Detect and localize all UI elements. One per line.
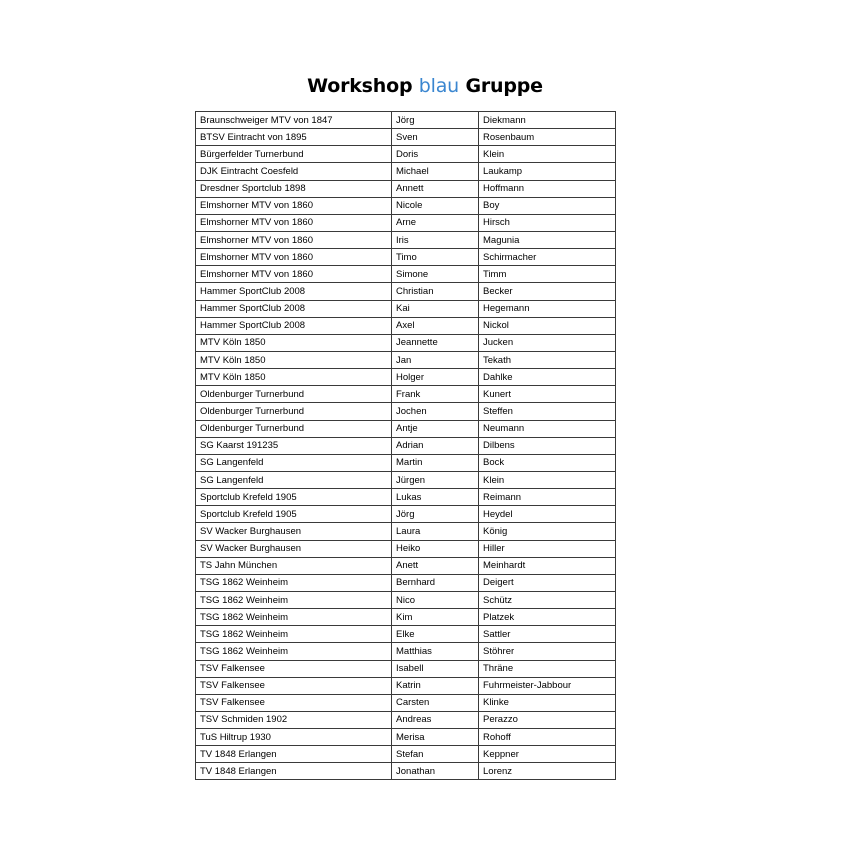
first-name-cell: Doris: [392, 146, 479, 163]
club-cell: TSG 1862 Weinheim: [196, 591, 392, 608]
last-name-cell: Diekmann: [479, 112, 616, 129]
first-name-cell: Anett: [392, 557, 479, 574]
first-name-cell: Kim: [392, 609, 479, 626]
last-name-cell: Hiller: [479, 540, 616, 557]
club-cell: Braunschweiger MTV von 1847: [196, 112, 392, 129]
table-row: [196, 540, 616, 557]
club-cell: TSV Schmiden 1902: [196, 711, 392, 728]
first-name-cell: Nico: [392, 591, 479, 608]
club-cell: Elmshorner MTV von 1860: [196, 231, 392, 248]
club-cell: BTSV Eintracht von 1895: [196, 129, 392, 146]
last-name-cell: Timm: [479, 266, 616, 283]
table-row: [196, 386, 616, 403]
first-name-cell: Iris: [392, 231, 479, 248]
last-name-cell: Kunert: [479, 386, 616, 403]
club-cell: Bürgerfelder Turnerbund: [196, 146, 392, 163]
first-name-cell: Jonathan: [392, 763, 479, 780]
first-name-cell: Heiko: [392, 540, 479, 557]
table-row: [196, 626, 616, 643]
first-name-cell: Lukas: [392, 489, 479, 506]
club-cell: Sportclub Krefeld 1905: [196, 506, 392, 523]
club-cell: MTV Köln 1850: [196, 369, 392, 386]
first-name-cell: Jörg: [392, 506, 479, 523]
last-name-cell: Becker: [479, 283, 616, 300]
first-name-cell: Laura: [392, 523, 479, 540]
first-name-cell: Bernhard: [392, 574, 479, 591]
last-name-cell: Boy: [479, 197, 616, 214]
table-row: [196, 746, 616, 763]
first-name-cell: Carsten: [392, 694, 479, 711]
last-name-cell: Bock: [479, 454, 616, 471]
first-name-cell: Holger: [392, 369, 479, 386]
last-name-cell: Rohoff: [479, 729, 616, 746]
table-row: [196, 351, 616, 368]
club-cell: TSG 1862 Weinheim: [196, 609, 392, 626]
club-cell: TuS Hiltrup 1930: [196, 729, 392, 746]
first-name-cell: Frank: [392, 386, 479, 403]
club-cell: Elmshorner MTV von 1860: [196, 197, 392, 214]
table-row: [196, 729, 616, 746]
first-name-cell: Jörg: [392, 112, 479, 129]
first-name-cell: Stefan: [392, 746, 479, 763]
first-name-cell: Andreas: [392, 711, 479, 728]
club-cell: DJK Eintracht Coesfeld: [196, 163, 392, 180]
title-suffix: Gruppe: [465, 75, 543, 97]
last-name-cell: Perazzo: [479, 711, 616, 728]
club-cell: TV 1848 Erlangen: [196, 763, 392, 780]
page-title: [0, 73, 850, 99]
table-row: [196, 591, 616, 608]
club-cell: TS Jahn München: [196, 557, 392, 574]
table-row: [196, 660, 616, 677]
last-name-cell: Rosenbaum: [479, 129, 616, 146]
first-name-cell: Simone: [392, 266, 479, 283]
table-row: [196, 489, 616, 506]
table-row: [196, 231, 616, 248]
club-cell: TSV Falkensee: [196, 660, 392, 677]
last-name-cell: Dilbens: [479, 437, 616, 454]
table-row: [196, 557, 616, 574]
last-name-cell: König: [479, 523, 616, 540]
last-name-cell: Nickol: [479, 317, 616, 334]
club-cell: TSV Falkensee: [196, 694, 392, 711]
table-row: [196, 146, 616, 163]
table-row: [196, 609, 616, 626]
last-name-cell: Fuhrmeister-Jabbour: [479, 677, 616, 694]
club-cell: SG Langenfeld: [196, 454, 392, 471]
club-cell: MTV Köln 1850: [196, 334, 392, 351]
last-name-cell: Klinke: [479, 694, 616, 711]
club-cell: SV Wacker Burghausen: [196, 540, 392, 557]
last-name-cell: Laukamp: [479, 163, 616, 180]
first-name-cell: Christian: [392, 283, 479, 300]
first-name-cell: Isabell: [392, 660, 479, 677]
last-name-cell: Steffen: [479, 403, 616, 420]
first-name-cell: Arne: [392, 214, 479, 231]
table-row: [196, 403, 616, 420]
first-name-cell: Antje: [392, 420, 479, 437]
first-name-cell: Michael: [392, 163, 479, 180]
last-name-cell: Schirmacher: [479, 249, 616, 266]
table-row: [196, 471, 616, 488]
club-cell: Oldenburger Turnerbund: [196, 403, 392, 420]
table-row: [196, 266, 616, 283]
table-row: [196, 317, 616, 334]
first-name-cell: Axel: [392, 317, 479, 334]
last-name-cell: Heydel: [479, 506, 616, 523]
last-name-cell: Platzek: [479, 609, 616, 626]
first-name-cell: Nicole: [392, 197, 479, 214]
title-accent-word: blau: [418, 75, 460, 97]
club-cell: Elmshorner MTV von 1860: [196, 249, 392, 266]
last-name-cell: Schütz: [479, 591, 616, 608]
table-row: [196, 249, 616, 266]
last-name-cell: Hirsch: [479, 214, 616, 231]
last-name-cell: Klein: [479, 471, 616, 488]
club-cell: TSG 1862 Weinheim: [196, 574, 392, 591]
table-row: [196, 334, 616, 351]
club-cell: MTV Köln 1850: [196, 351, 392, 368]
first-name-cell: Adrian: [392, 437, 479, 454]
table-row: [196, 283, 616, 300]
club-cell: Elmshorner MTV von 1860: [196, 214, 392, 231]
first-name-cell: Timo: [392, 249, 479, 266]
last-name-cell: Dahlke: [479, 369, 616, 386]
participant-table: [195, 111, 616, 780]
first-name-cell: Jürgen: [392, 471, 479, 488]
last-name-cell: Neumann: [479, 420, 616, 437]
last-name-cell: Sattler: [479, 626, 616, 643]
last-name-cell: Lorenz: [479, 763, 616, 780]
table-row: [196, 574, 616, 591]
title-prefix: Workshop: [307, 75, 413, 97]
table-row: [196, 437, 616, 454]
last-name-cell: Klein: [479, 146, 616, 163]
table-row: [196, 163, 616, 180]
last-name-cell: Keppner: [479, 746, 616, 763]
first-name-cell: Martin: [392, 454, 479, 471]
table-row: [196, 643, 616, 660]
last-name-cell: Magunia: [479, 231, 616, 248]
last-name-cell: Reimann: [479, 489, 616, 506]
first-name-cell: Jochen: [392, 403, 479, 420]
table-row: [196, 420, 616, 437]
table-row: [196, 197, 616, 214]
last-name-cell: Hegemann: [479, 300, 616, 317]
club-cell: Sportclub Krefeld 1905: [196, 489, 392, 506]
club-cell: Dresdner Sportclub 1898: [196, 180, 392, 197]
first-name-cell: Jan: [392, 351, 479, 368]
table-row: [196, 112, 616, 129]
club-cell: TSG 1862 Weinheim: [196, 626, 392, 643]
club-cell: SG Langenfeld: [196, 471, 392, 488]
club-cell: TV 1848 Erlangen: [196, 746, 392, 763]
table-row: [196, 180, 616, 197]
first-name-cell: Kai: [392, 300, 479, 317]
club-cell: Elmshorner MTV von 1860: [196, 266, 392, 283]
table-row: [196, 369, 616, 386]
table-row: [196, 711, 616, 728]
table-row: [196, 523, 616, 540]
table-row: [196, 763, 616, 780]
club-cell: Hammer SportClub 2008: [196, 300, 392, 317]
club-cell: Hammer SportClub 2008: [196, 283, 392, 300]
club-cell: Oldenburger Turnerbund: [196, 386, 392, 403]
last-name-cell: Thräne: [479, 660, 616, 677]
last-name-cell: Deigert: [479, 574, 616, 591]
first-name-cell: Sven: [392, 129, 479, 146]
club-cell: TSV Falkensee: [196, 677, 392, 694]
club-cell: SG Kaarst 191235: [196, 437, 392, 454]
first-name-cell: Matthias: [392, 643, 479, 660]
table-row: [196, 214, 616, 231]
table-row: [196, 694, 616, 711]
table-row: [196, 677, 616, 694]
club-cell: TSG 1862 Weinheim: [196, 643, 392, 660]
last-name-cell: Hoffmann: [479, 180, 616, 197]
first-name-cell: Jeannette: [392, 334, 479, 351]
club-cell: Oldenburger Turnerbund: [196, 420, 392, 437]
club-cell: Hammer SportClub 2008: [196, 317, 392, 334]
club-cell: SV Wacker Burghausen: [196, 523, 392, 540]
table-row: [196, 454, 616, 471]
last-name-cell: Stöhrer: [479, 643, 616, 660]
table-row: [196, 506, 616, 523]
participant-table-body: [196, 112, 616, 780]
first-name-cell: Katrin: [392, 677, 479, 694]
last-name-cell: Meinhardt: [479, 557, 616, 574]
table-row: [196, 129, 616, 146]
first-name-cell: Elke: [392, 626, 479, 643]
first-name-cell: Merisa: [392, 729, 479, 746]
last-name-cell: Jucken: [479, 334, 616, 351]
table-row: [196, 300, 616, 317]
first-name-cell: Annett: [392, 180, 479, 197]
last-name-cell: Tekath: [479, 351, 616, 368]
